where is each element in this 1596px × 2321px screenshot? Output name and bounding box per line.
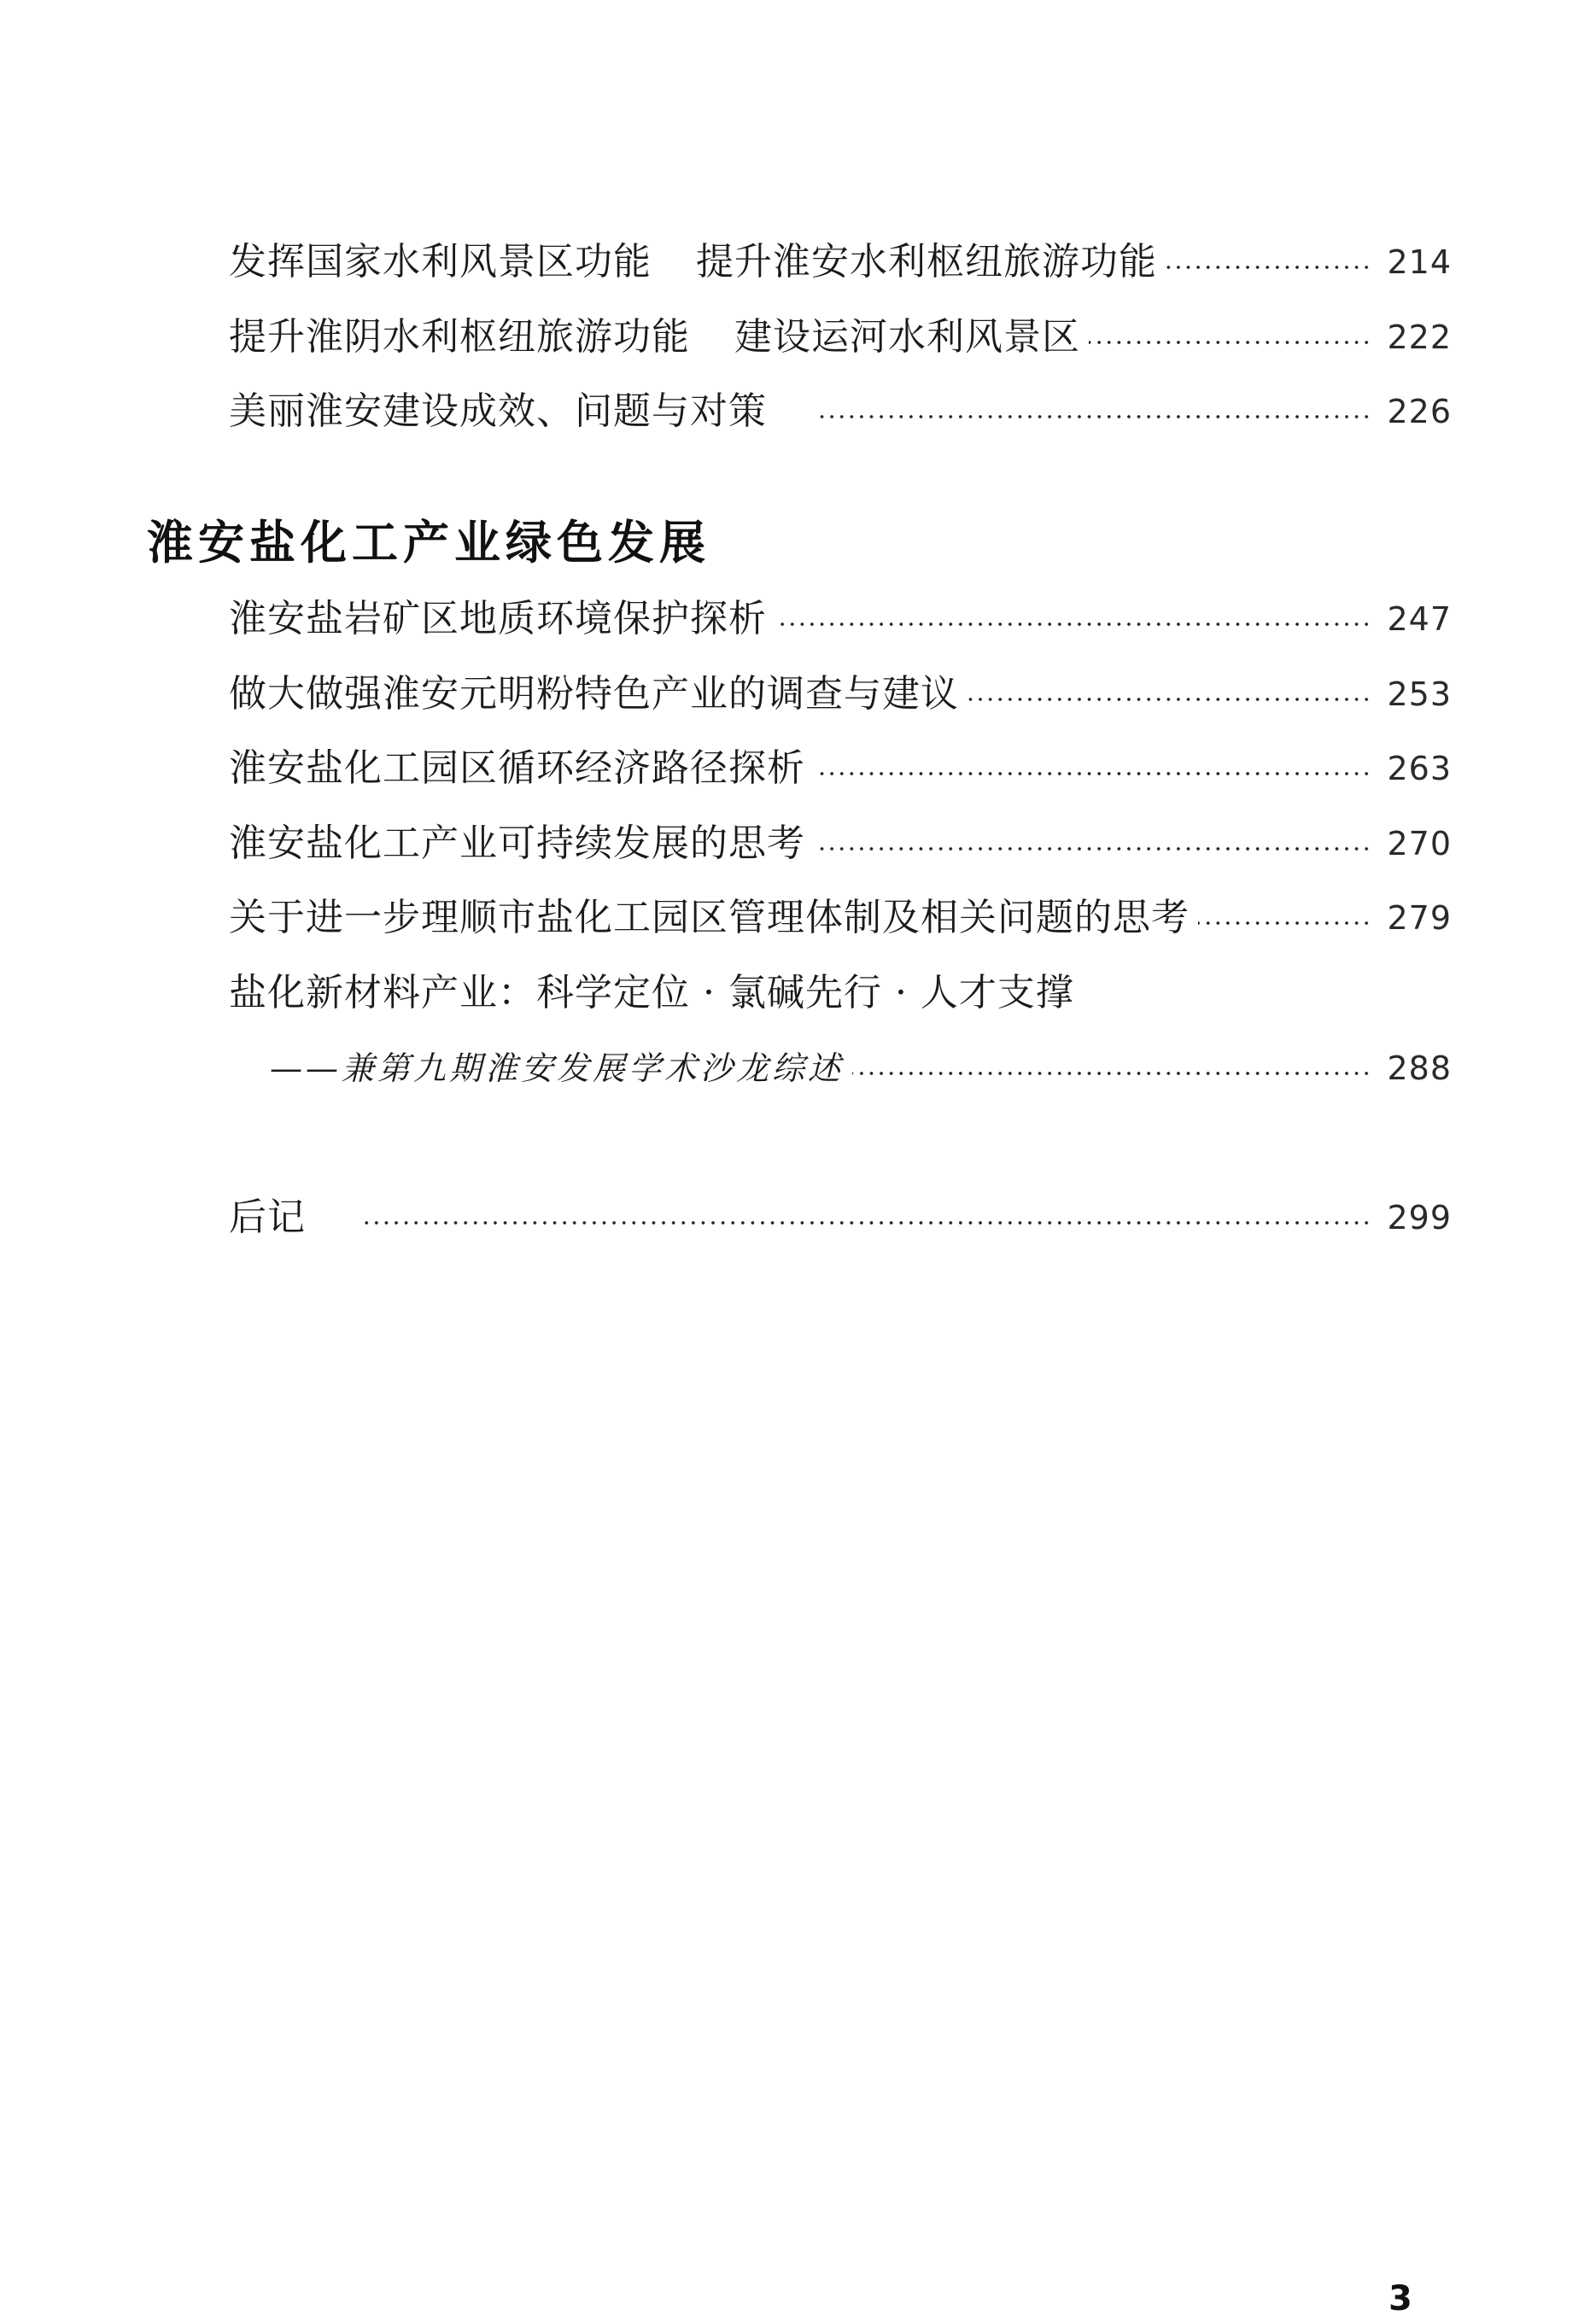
- toc-entry[interactable]: [229, 741, 1452, 796]
- toc-entry-title: 关于进一步理顺市盐化工园区管理体制及相关问题的思考: [229, 896, 1190, 939]
- toc-entry-title: 淮安盐化工产业可持续发展的思考: [229, 821, 805, 865]
- toc-entry-title: 做大做强淮安元明粉特色产业的调查与建议: [229, 672, 959, 716]
- toc-page-number: 214: [1387, 243, 1452, 281]
- toc-entry-title: 淮安盐岩矿区地质环境保护探析: [229, 597, 767, 640]
- toc-page-number: 222: [1387, 319, 1452, 356]
- toc-entry-title: 提升淮阴水利枢纽旅游功能: [229, 315, 690, 359]
- toc-entry-title: 盐化新材料产业：科学定位 · 氯碱先行 · 人才支撑: [229, 971, 1074, 1014]
- toc-entry[interactable]: [229, 592, 1452, 646]
- toc-page-number: 270: [1387, 825, 1452, 862]
- dot-leader: [820, 415, 1371, 418]
- toc-page-number: 263: [1387, 750, 1452, 787]
- dot-leader: [1198, 921, 1371, 925]
- toc-entry[interactable]: [229, 310, 1452, 365]
- toc-entry-subtitle[interactable]: [270, 1041, 1452, 1096]
- dot-leader: [968, 698, 1371, 701]
- dot-leader: [852, 1072, 1371, 1075]
- toc-entry-title: 提升淮安水利枢纽旅游功能: [696, 240, 1157, 284]
- toc-entry-afterword[interactable]: [229, 1190, 1452, 1245]
- toc-entry-title: ——兼第九期淮安发展学术沙龙综述: [270, 1049, 845, 1087]
- toc-page-number: 226: [1387, 393, 1452, 430]
- dot-leader: [814, 772, 1371, 775]
- section-heading: 淮安盐化工产业绿色发展: [147, 516, 710, 570]
- toc-entry[interactable]: [229, 235, 1452, 289]
- dot-leader: [1089, 341, 1371, 344]
- toc-entry[interactable]: [229, 966, 1074, 1020]
- toc-page-number: 299: [1387, 1199, 1452, 1237]
- dot-leader: [814, 847, 1371, 851]
- toc-entry-title: 后记: [229, 1196, 306, 1239]
- dot-leader: [359, 1221, 1371, 1225]
- toc-entry[interactable]: [229, 667, 1452, 722]
- toc-page-number: 279: [1387, 899, 1452, 937]
- toc-entry[interactable]: [229, 384, 1452, 439]
- toc-entry-title: 建设运河水利风景区: [734, 315, 1080, 359]
- toc-entry[interactable]: [229, 816, 1452, 871]
- dot-leader: [1166, 266, 1371, 269]
- toc-entry-title: 美丽淮安建设成效、问题与对策: [229, 389, 767, 433]
- toc-entry-title: 发挥国家水利风景区功能: [229, 240, 652, 284]
- toc-entry[interactable]: [229, 891, 1452, 945]
- folio-page-number: 3: [1388, 2279, 1412, 2318]
- toc-page-number: 247: [1387, 600, 1452, 638]
- toc-page-number: 253: [1387, 675, 1452, 713]
- dot-leader: [775, 623, 1371, 626]
- toc-entry-title: 淮安盐化工园区循环经济路径探析: [229, 746, 805, 790]
- toc-page-number: 288: [1387, 1049, 1452, 1087]
